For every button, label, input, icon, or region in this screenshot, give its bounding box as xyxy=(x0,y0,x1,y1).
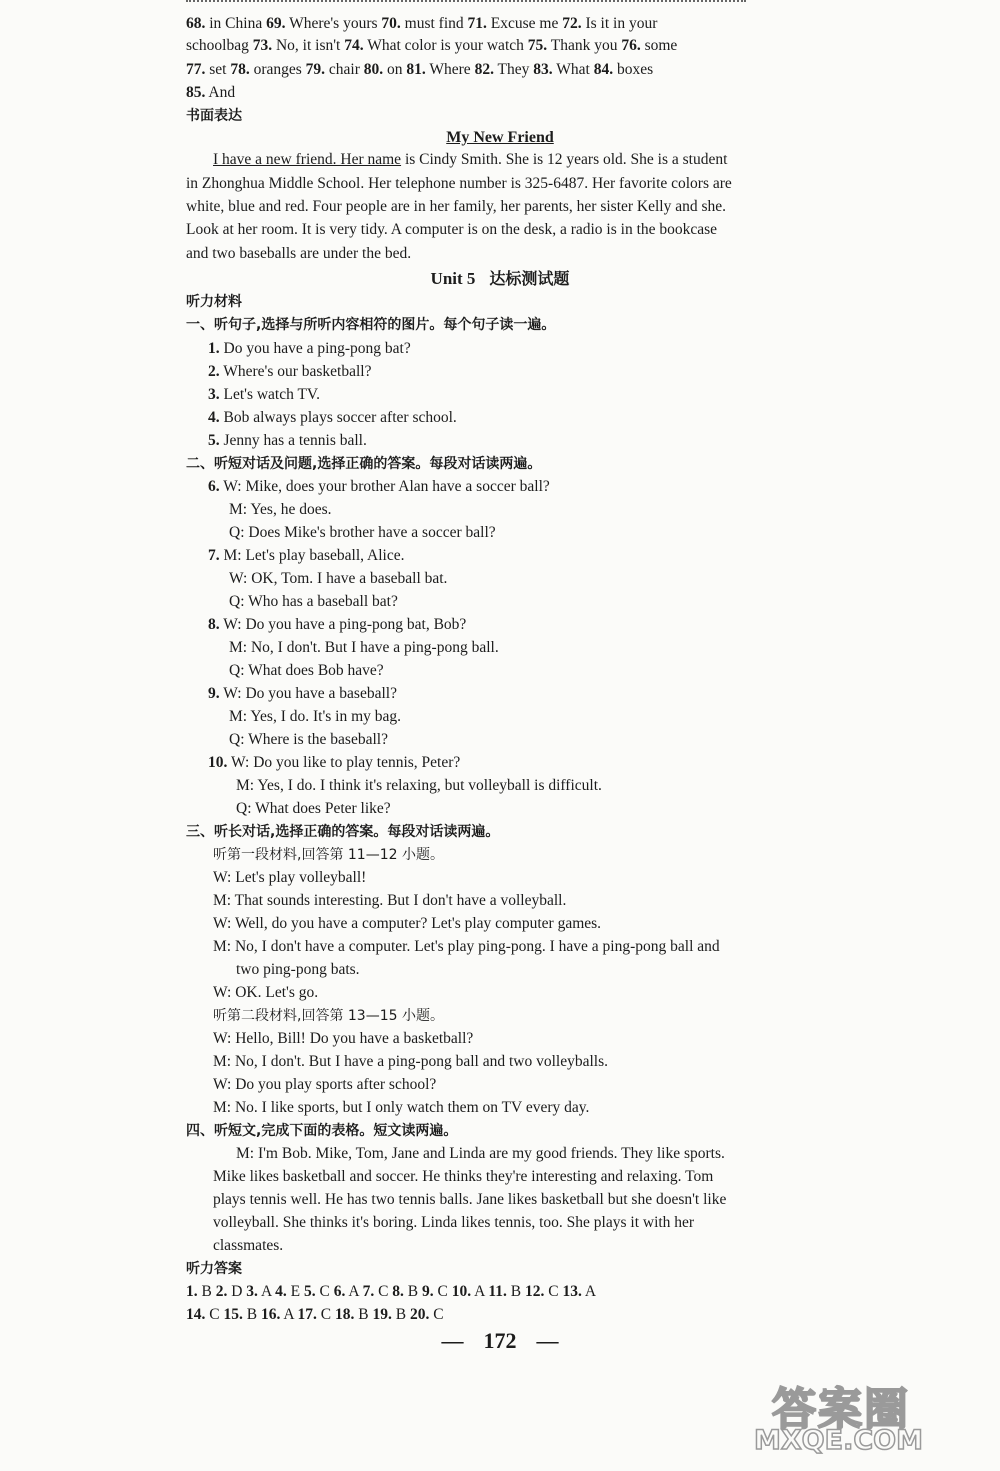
text-line xyxy=(213,150,727,170)
text-segment: W: Hello, Bill! Do you have a basketball? xyxy=(213,1030,474,1047)
text-segment: B xyxy=(242,1306,261,1323)
text-segment: 8. xyxy=(392,1283,404,1300)
text-segment: Q: Does Mike's brother have a soccer ball? xyxy=(229,524,496,541)
text-segment: No, it isn't xyxy=(272,37,345,54)
unit-heading xyxy=(0,268,1000,290)
text-segment: 84. xyxy=(593,61,614,78)
text-segment: Do you have a ping-pong bat? xyxy=(219,340,411,357)
text-segment: 11. xyxy=(488,1283,507,1300)
text-segment: 听力材料 xyxy=(186,294,242,310)
text-segment: set xyxy=(205,61,231,78)
text-segment: 75. xyxy=(527,37,548,54)
text-segment: some xyxy=(640,37,678,54)
text-segment: Q: Who has a baseball bat? xyxy=(229,593,398,610)
text-segment: A xyxy=(280,1306,298,1323)
text-line xyxy=(186,60,653,80)
text-line xyxy=(186,1121,457,1141)
text-segment: Where xyxy=(425,61,475,78)
text-segment: Look at her room. It is very tidy. A computer is on the desk, a radio is in the bookcase xyxy=(186,221,718,238)
text-segment: C xyxy=(429,1306,444,1323)
text-segment: 10. xyxy=(208,754,228,771)
text-segment: 四、听短文,完成下面的表格。短文读两遍。 xyxy=(186,1123,458,1139)
text-segment: 78. xyxy=(230,61,250,78)
unit-title-cn: 达标测试题 xyxy=(489,269,570,288)
text-segment: C xyxy=(544,1283,563,1300)
text-segment: M: No, I don't. But I have a ping-pong ball. xyxy=(229,639,499,656)
text-segment: W: OK. Let's go. xyxy=(213,984,319,1001)
text-segment: 听第二段材料,回答第 13—15 小题。 xyxy=(213,1008,444,1024)
text-line xyxy=(213,1029,473,1049)
text-segment: They xyxy=(493,61,534,78)
text-line xyxy=(208,431,367,451)
text-segment: Mike likes basketball and soccer. He thinks they're interesting and relaxing. Tom xyxy=(213,1168,714,1185)
text-segment: 81. xyxy=(406,61,426,78)
page-dash-left: — xyxy=(441,1328,464,1353)
text-line xyxy=(186,14,657,34)
text-segment: 12. xyxy=(524,1283,545,1300)
text-segment: 73. xyxy=(252,37,273,54)
text-segment: C xyxy=(315,1283,334,1300)
text-segment: W: Well, do you have a computer? Let's play computer games. xyxy=(213,915,602,932)
text-segment: classmates. xyxy=(213,1237,284,1254)
text-segment: must find xyxy=(400,15,468,32)
text-segment: schoolbag xyxy=(186,37,253,54)
text-segment: E xyxy=(286,1283,304,1300)
text-segment: 15. xyxy=(223,1306,243,1323)
text-segment: 听第一段材料,回答第 11—12 小题。 xyxy=(213,847,444,863)
text-line xyxy=(213,1167,713,1187)
text-line xyxy=(213,845,444,865)
text-line xyxy=(213,1098,589,1118)
text-segment: A xyxy=(471,1283,489,1300)
text-segment: 3. xyxy=(246,1283,258,1300)
text-segment: W: Do you have a ping-pong bat, Bob? xyxy=(219,616,467,633)
text-segment: B xyxy=(506,1283,525,1300)
text-segment: in China xyxy=(205,15,267,32)
text-segment: M: I'm Bob. Mike, Tom, Jane and Linda are my good friends. They like sports. xyxy=(236,1145,725,1162)
text-segment: 76. xyxy=(621,37,641,54)
text-segment: B xyxy=(354,1306,373,1323)
text-line xyxy=(236,776,602,796)
text-line xyxy=(229,730,388,750)
text-segment: 70. xyxy=(381,15,401,32)
text-segment: 6. xyxy=(208,478,220,495)
text-segment: W: OK, Tom. I have a baseball bat. xyxy=(229,570,448,587)
text-line xyxy=(186,292,242,312)
text-line xyxy=(208,684,397,704)
text-segment: chair xyxy=(325,61,364,78)
text-line xyxy=(236,799,391,819)
text-segment: 4. xyxy=(208,409,220,426)
text-segment: 18. xyxy=(335,1306,355,1323)
text-segment: 7. xyxy=(362,1283,375,1300)
text-segment: 9. xyxy=(208,685,220,702)
text-segment: 2. xyxy=(215,1283,228,1300)
text-segment: 9. xyxy=(422,1283,434,1300)
text-segment: M: Yes, I do. I think it's relaxing, but volleyball is difficult. xyxy=(236,777,602,794)
text-segment: And xyxy=(205,84,236,101)
text-segment: 3. xyxy=(208,386,220,403)
text-segment: W: Do you play sports after school? xyxy=(213,1076,437,1093)
text-segment: Bob always plays soccer after school. xyxy=(219,409,457,426)
text-segment: is Cindy Smith. She is 12 years old. She is a student xyxy=(401,151,728,168)
text-segment: 17. xyxy=(297,1306,317,1323)
text-segment: volleyball. She thinks it's boring. Linda likes tennis, too. She plays it with her xyxy=(213,1214,695,1231)
text-line xyxy=(186,220,717,240)
text-line xyxy=(213,891,566,911)
text-segment: A xyxy=(581,1283,597,1300)
text-line xyxy=(229,500,331,520)
text-segment: 5. xyxy=(304,1283,316,1300)
text-line xyxy=(213,1075,436,1095)
cropped-top-line xyxy=(186,0,746,7)
text-line xyxy=(208,408,457,428)
text-segment: 72. xyxy=(562,15,582,32)
text-segment: oranges xyxy=(249,61,306,78)
text-line xyxy=(213,1190,726,1210)
text-segment: C xyxy=(433,1283,452,1300)
text-segment: 三、听长对话,选择正确的答案。每段对话读两遍。 xyxy=(186,824,500,840)
page-number xyxy=(0,1328,1000,1354)
text-line xyxy=(229,661,384,681)
text-segment: 85. xyxy=(186,84,206,101)
text-segment: 74. xyxy=(344,37,364,54)
text-segment: Where's our basketball? xyxy=(219,363,372,380)
text-line xyxy=(186,83,235,103)
text-line xyxy=(186,1282,596,1302)
text-segment: Jenny has a tennis ball. xyxy=(219,432,367,449)
text-segment: 1. xyxy=(208,340,220,357)
text-line xyxy=(213,1052,608,1072)
text-line xyxy=(213,937,720,957)
text-segment: boxes xyxy=(613,61,654,78)
watermark-url: MXQE.COM xyxy=(754,1425,923,1456)
text-segment: A xyxy=(345,1283,363,1300)
text-segment: 16. xyxy=(260,1306,281,1323)
essay-title-text: My New Friend xyxy=(446,129,554,146)
text-line xyxy=(186,174,732,194)
text-segment: 79. xyxy=(305,61,326,78)
text-segment: A xyxy=(257,1283,276,1300)
text-segment: Thank you xyxy=(547,37,622,54)
text-segment: 听力答案 xyxy=(186,1261,242,1277)
text-segment: M: No, I don't have a computer. Let's play ping-pong. I have a ping-pong ball and xyxy=(213,938,720,955)
essay-title xyxy=(0,128,1000,148)
text-segment: 82. xyxy=(474,61,494,78)
text-line xyxy=(213,1236,283,1256)
text-segment: 20. xyxy=(409,1306,430,1323)
text-segment: on xyxy=(383,61,407,78)
text-segment: 13. xyxy=(562,1283,582,1300)
text-segment: white, blue and red. Four people are in her family, her parents, her sister Kelly and she. xyxy=(186,198,727,215)
text-segment: W: Mike, does your brother Alan have a soccer ball? xyxy=(219,478,550,495)
text-segment: W: Let's play volleyball! xyxy=(213,869,367,886)
text-segment: D xyxy=(227,1283,247,1300)
page-number-value: 172 xyxy=(483,1328,517,1353)
text-segment: 8. xyxy=(208,616,220,633)
text-line xyxy=(229,523,496,543)
text-segment: Let's watch TV. xyxy=(219,386,320,403)
text-line xyxy=(208,477,550,497)
text-segment: 6. xyxy=(333,1283,346,1300)
text-segment: W: Do you like to play tennis, Peter? xyxy=(227,754,461,771)
text-segment: 69. xyxy=(266,15,286,32)
text-segment: plays tennis well. He has two tennis balls. Jane likes basketball but she doesn't like xyxy=(213,1191,727,1208)
text-segment: 71. xyxy=(467,15,487,32)
watermark-logo xyxy=(742,1373,982,1463)
text-line xyxy=(186,454,541,474)
unit-title: Unit 5 xyxy=(430,269,476,288)
text-line xyxy=(186,822,499,842)
text-line xyxy=(208,362,371,382)
text-segment: Q: Where is the baseball? xyxy=(229,731,388,748)
text-segment: M: Yes, he does. xyxy=(229,501,332,518)
text-segment: 19. xyxy=(372,1306,392,1323)
text-segment: Excuse me xyxy=(486,15,563,32)
text-line xyxy=(186,244,411,264)
text-segment: M: That sounds interesting. But I don't have a volleyball. xyxy=(213,892,567,909)
text-line xyxy=(186,197,726,217)
text-line xyxy=(186,106,242,126)
text-line xyxy=(208,339,411,359)
text-segment: 5. xyxy=(208,432,220,449)
text-segment: 1. xyxy=(186,1283,198,1300)
text-line xyxy=(236,1144,725,1164)
text-line xyxy=(213,868,366,888)
text-segment: Q: What does Bob have? xyxy=(229,662,384,679)
text-segment: in Zhonghua Middle School. Her telephone number is 325-6487. Her favorite colors are xyxy=(186,175,732,192)
text-line xyxy=(213,1213,694,1233)
text-line xyxy=(229,707,401,727)
text-line xyxy=(236,960,360,980)
text-line xyxy=(186,1305,444,1325)
text-segment: 77. xyxy=(186,61,206,78)
text-segment: 二、听短对话及问题,选择正确的答案。每段对话读两遍。 xyxy=(186,456,542,472)
text-segment: B xyxy=(197,1283,216,1300)
text-segment: W: Do you have a baseball? xyxy=(219,685,397,702)
text-segment: 书面表达 xyxy=(186,108,242,124)
text-line xyxy=(208,615,466,635)
text-segment: two ping-pong bats. xyxy=(236,961,360,978)
text-segment: C xyxy=(374,1283,393,1300)
text-segment: Q: What does Peter like? xyxy=(236,800,391,817)
text-segment: I have a new friend. Her name xyxy=(213,151,402,168)
text-segment: C xyxy=(316,1306,336,1323)
text-segment: C xyxy=(205,1306,224,1323)
page-dash-right: — xyxy=(536,1328,559,1353)
text-segment: B xyxy=(403,1283,423,1300)
text-line xyxy=(208,546,405,566)
text-segment: M: No, I don't. But I have a ping-pong ball and two volleyballs. xyxy=(213,1053,608,1070)
text-segment: 80. xyxy=(363,61,384,78)
text-line xyxy=(213,1006,444,1026)
text-segment: 10. xyxy=(451,1283,472,1300)
text-segment: What xyxy=(552,61,594,78)
text-segment: M: Yes, I do. It's in my bag. xyxy=(229,708,402,725)
text-segment: Where's yours xyxy=(285,15,382,32)
text-line xyxy=(208,385,320,405)
text-segment: B xyxy=(391,1306,410,1323)
text-line xyxy=(208,753,460,773)
text-segment: 68. xyxy=(186,15,206,32)
text-line xyxy=(229,569,447,589)
text-segment: and two baseballs are under the bed. xyxy=(186,245,412,262)
text-line xyxy=(186,1259,242,1279)
text-segment: Is it in your xyxy=(581,15,658,32)
text-segment: 7. xyxy=(208,547,220,564)
text-segment: 4. xyxy=(275,1283,287,1300)
text-segment: M: Let's play baseball, Alice. xyxy=(219,547,405,564)
text-segment: What color is your watch xyxy=(363,37,528,54)
text-segment: 一、听句子,选择与所听内容相符的图片。每个句子读一遍。 xyxy=(186,317,556,333)
text-segment: 14. xyxy=(186,1306,206,1323)
text-line xyxy=(186,36,677,56)
text-line xyxy=(229,638,499,658)
text-line xyxy=(213,914,601,934)
text-line xyxy=(213,983,318,1003)
text-segment: M: No. I like sports, but I only watch them on TV every day. xyxy=(213,1099,590,1116)
text-line xyxy=(229,592,398,612)
text-segment: 83. xyxy=(533,61,553,78)
watermark-text: 答案圈 xyxy=(772,1384,910,1435)
text-segment: 2. xyxy=(208,363,220,380)
text-line xyxy=(186,315,555,335)
